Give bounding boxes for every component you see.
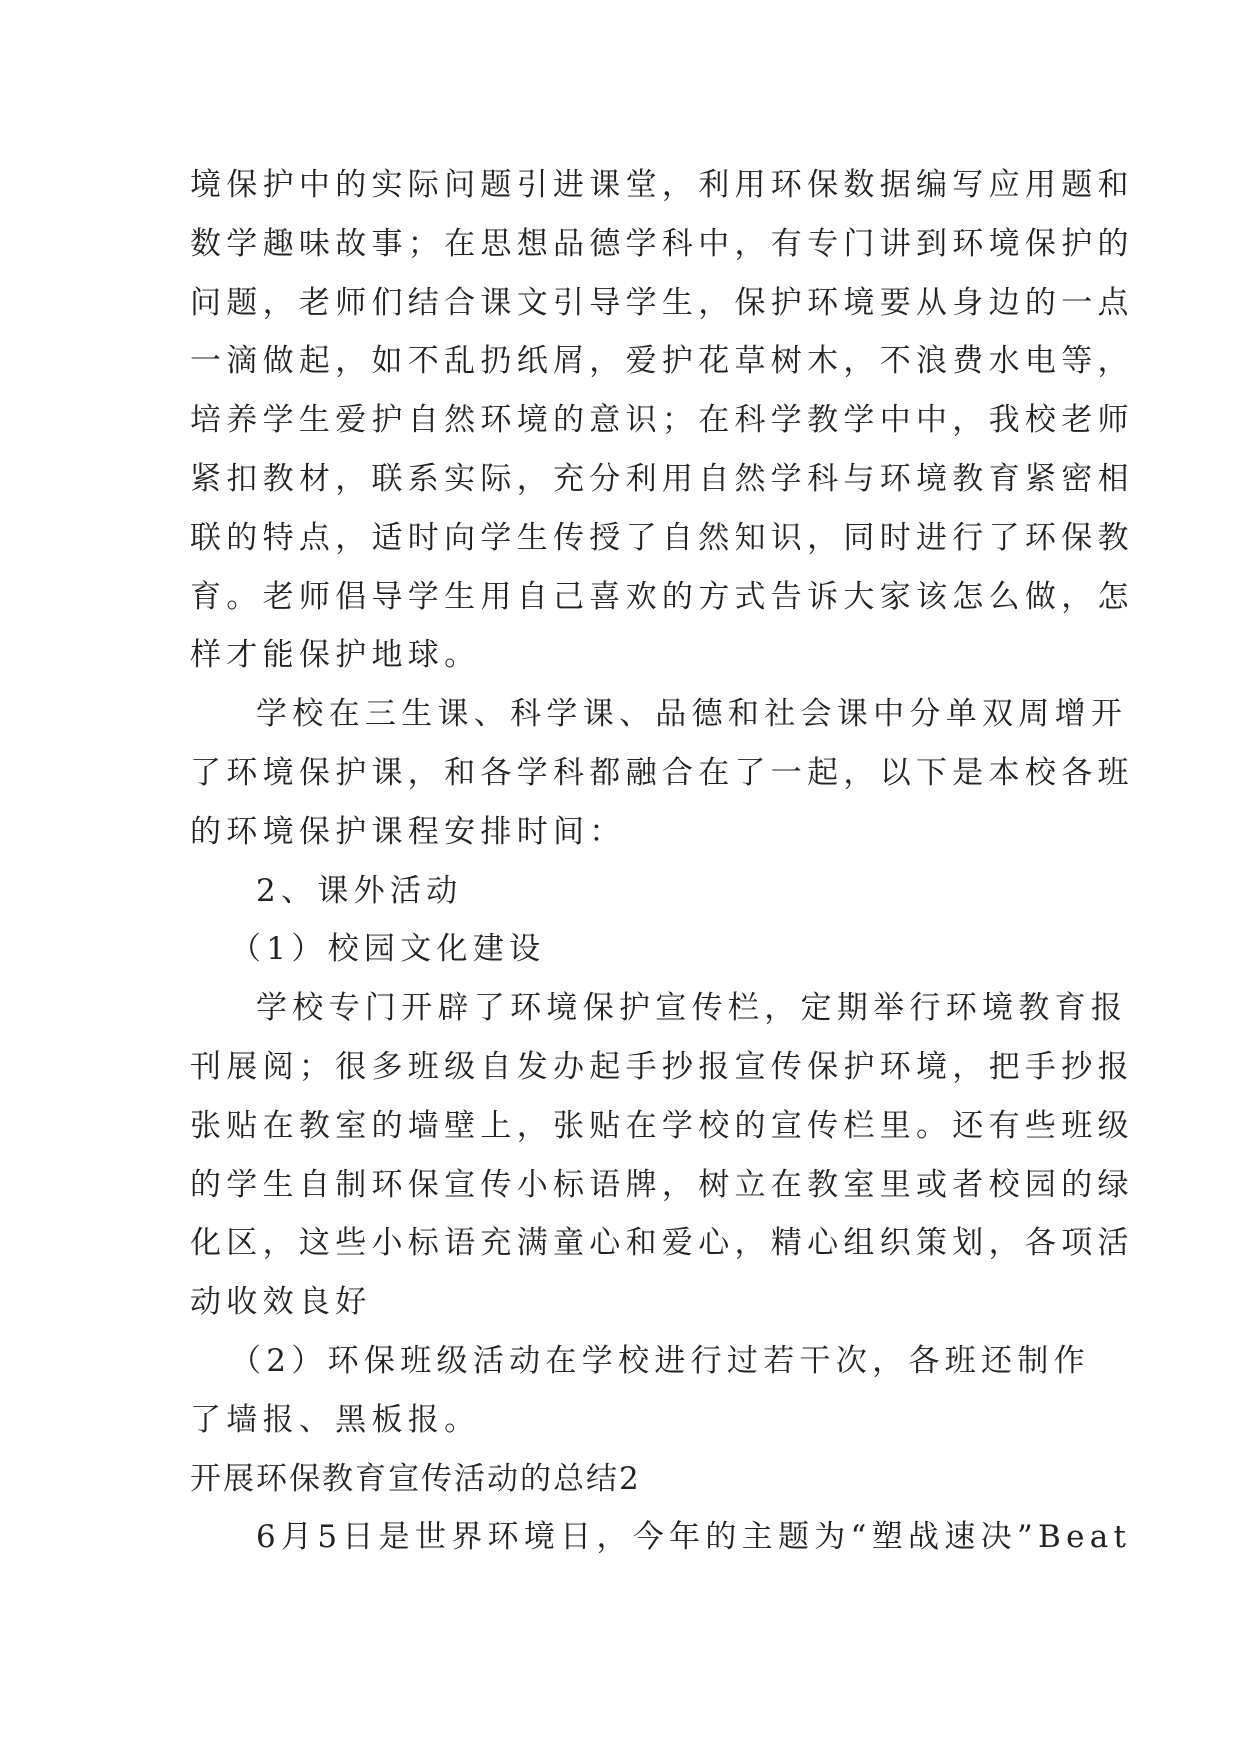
body-text bbox=[190, 156, 1134, 1567]
text-line: 紧扣教材，联系实际，充分利用自然学科与环境教育紧密相 bbox=[190, 460, 1134, 497]
text-line: 联的特点，适时向学生传授了自然知识，同时进行了环保教 bbox=[190, 519, 1134, 556]
text-line: 的学生自制环保宣传小标语牌，树立在教室里或者校园的绿 bbox=[190, 1166, 1134, 1203]
text-line: 张贴在教室的墙壁上，张贴在学校的宣传栏里。还有些班级 bbox=[190, 1107, 1134, 1144]
text-line: 样才能保护地球。 bbox=[190, 637, 481, 674]
paragraph-start-line: 学校专门开辟了环境保护宣传栏，定期举行环境教育报 bbox=[256, 990, 1128, 1027]
text-line: 数学趣味故事；在思想品德学科中，有专门讲到环境保护的 bbox=[190, 225, 1134, 262]
text-line: 了环境保护课，和各学科都融合在了一起，以下是本校各班 bbox=[190, 754, 1134, 791]
text-line: 育。老师倡导学生用自己喜欢的方式告诉大家该怎么做，怎 bbox=[190, 578, 1134, 615]
text-line: 化区，这些小标语充满童心和爱心，精心组织策划，各项活 bbox=[190, 1225, 1134, 1262]
paragraph-start-line: 6月5日是世界环境日，今年的主题为“塑战速决”Beat bbox=[256, 1519, 1132, 1556]
section-heading: 2、课外活动 bbox=[256, 872, 463, 909]
paragraph-start-line: 学校在三生课、科学课、品德和社会课中分单双周增开 bbox=[256, 696, 1128, 733]
text-line: 一滴做起，如不乱扔纸屑，爱护花草树木，不浪费水电等， bbox=[190, 343, 1134, 380]
text-line: 培养学生爱护自然环境的意识；在科学教学中中，我校老师 bbox=[190, 402, 1134, 439]
paragraph-start-line: （2）环保班级活动在学校进行过若干次，各班还制作 bbox=[230, 1342, 1090, 1379]
subsection-heading: （1）校园文化建设 bbox=[230, 931, 546, 968]
article-title: 开展环保教育宣传活动的总结2 bbox=[190, 1460, 641, 1497]
text-line: 动收效良好 bbox=[190, 1284, 372, 1321]
text-line: 的环境保护课程安排时间： bbox=[190, 813, 626, 850]
text-line: 问题，老师们结合课文引导学生，保护环境要从身边的一点 bbox=[190, 284, 1134, 321]
text-line: 境保护中的实际问题引进课堂，利用环保数据编写应用题和 bbox=[190, 167, 1134, 203]
text-line: 了墙报、黑板报。 bbox=[190, 1401, 481, 1438]
text-line: 刊展阅；很多班级自发办起手抄报宣传保护环境，把手抄报 bbox=[190, 1048, 1134, 1085]
